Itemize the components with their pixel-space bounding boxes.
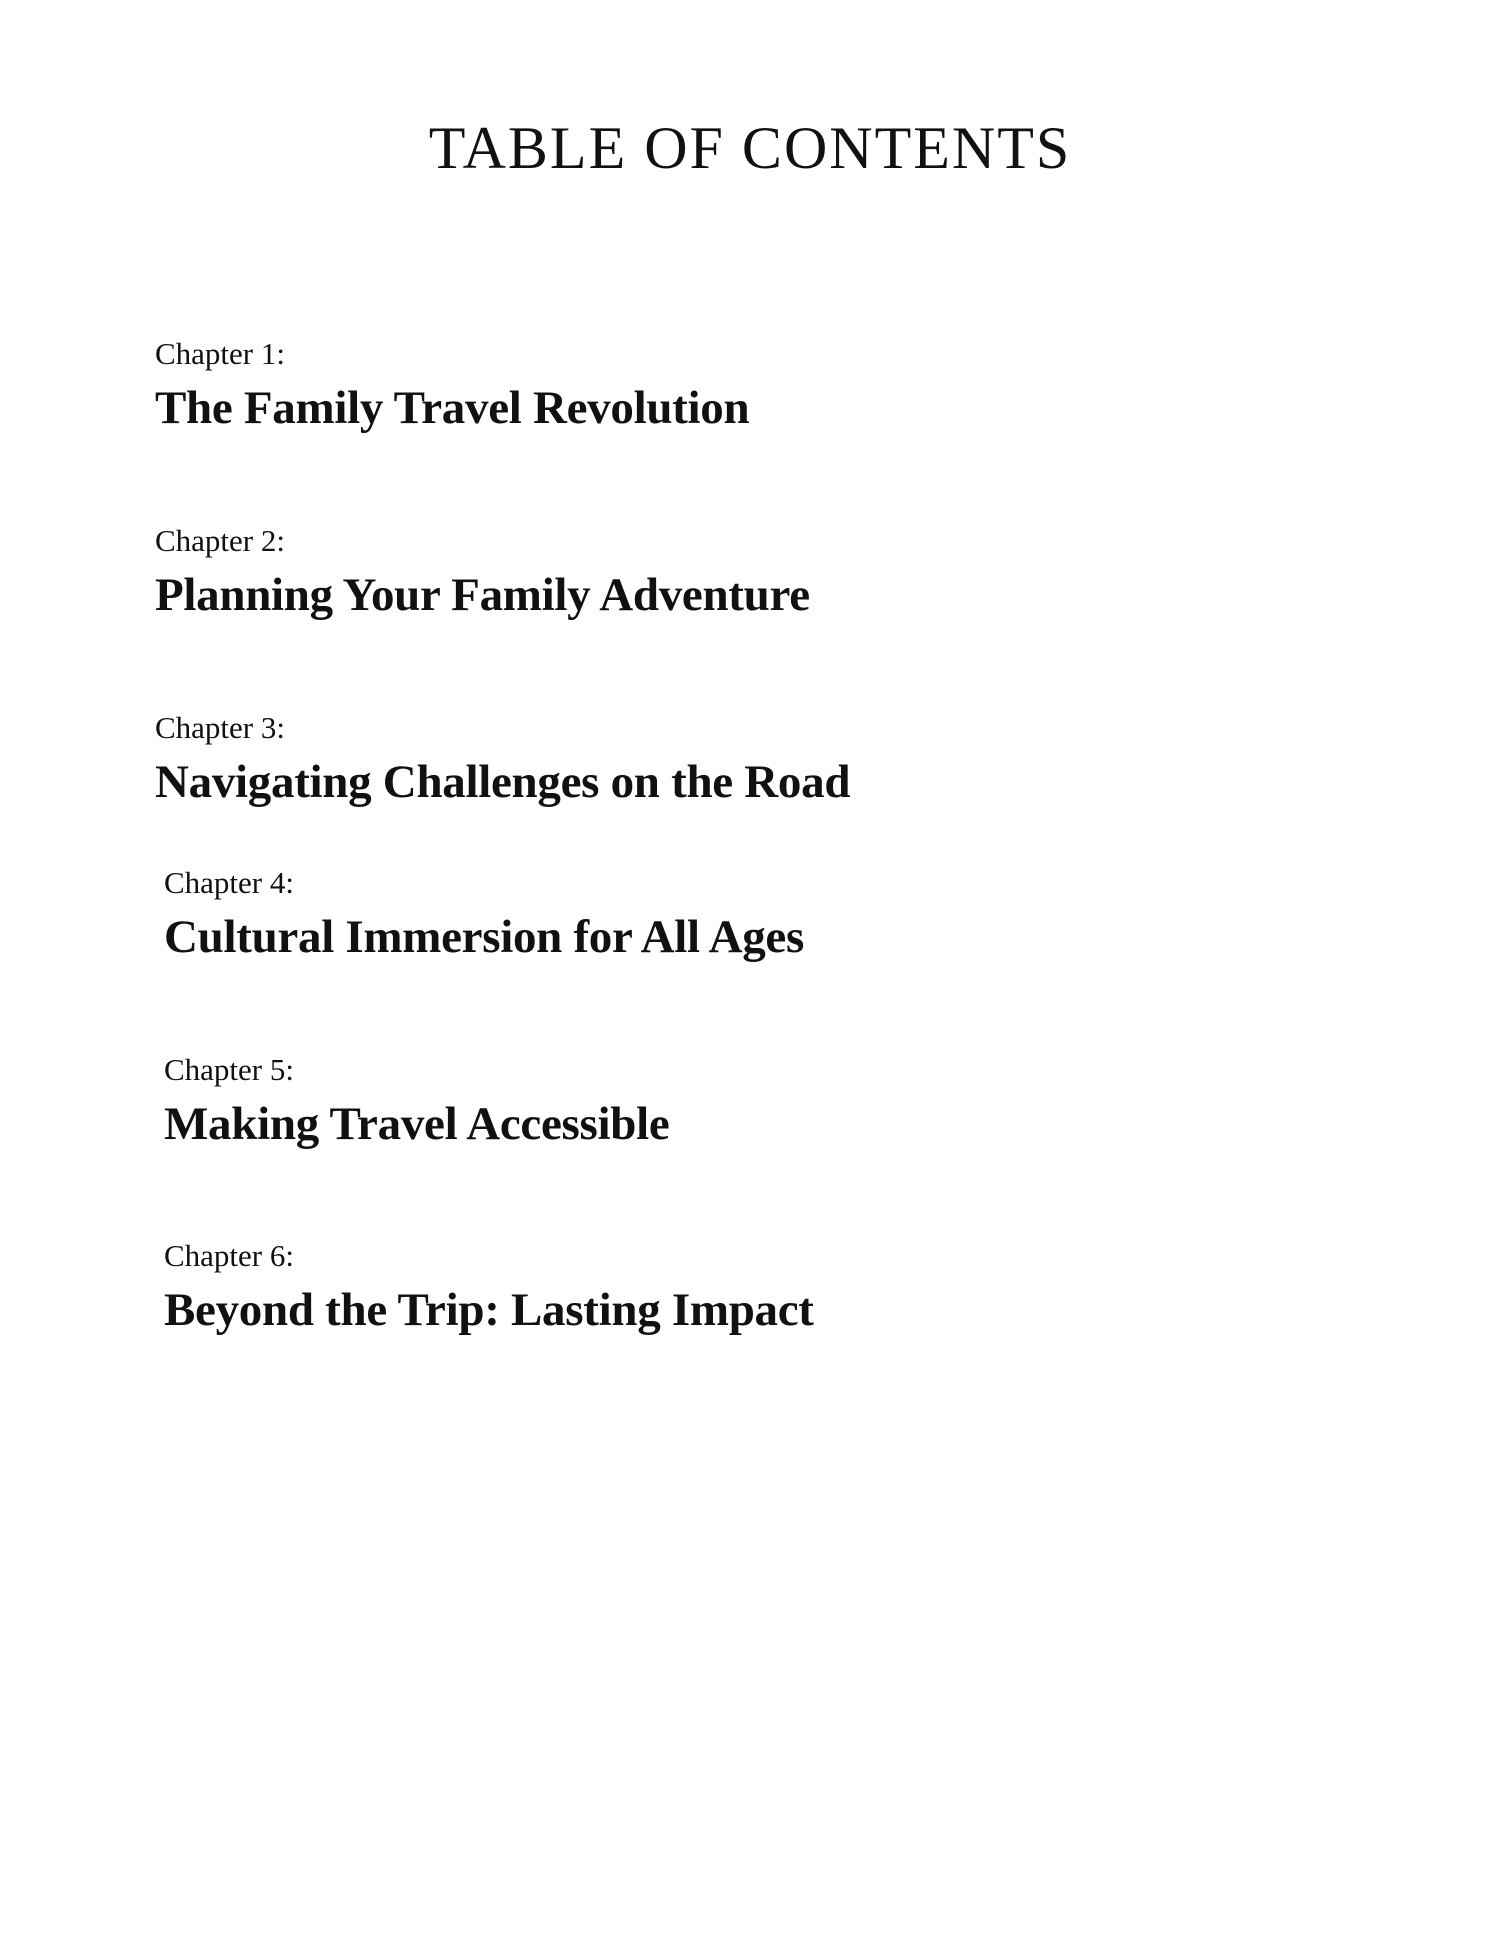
chapter-label: Chapter 5:	[164, 1052, 294, 1087]
chapter-label: Chapter 6:	[164, 1238, 294, 1273]
chapter-title[interactable]: Beyond the Trip: Lasting Impact	[164, 1284, 814, 1336]
toc-entry-chapter-6[interactable]	[164, 1240, 814, 1334]
chapter-label: Chapter 2:	[155, 523, 285, 558]
chapter-title[interactable]: Cultural Immersion for All Ages	[164, 911, 804, 963]
chapter-label: Chapter 4:	[164, 865, 294, 900]
page-title: TABLE OF CONTENTS	[428, 115, 1072, 181]
toc-entry-chapter-1[interactable]	[155, 338, 749, 432]
chapter-title[interactable]: Making Travel Accessible	[164, 1098, 670, 1150]
toc-entry-chapter-5[interactable]	[164, 1054, 669, 1148]
toc-entry-chapter-3[interactable]	[155, 712, 850, 806]
chapter-title[interactable]: Navigating Challenges on the Road	[155, 756, 851, 808]
chapter-title[interactable]: The Family Travel Revolution	[155, 382, 750, 434]
chapter-label: Chapter 3:	[155, 710, 285, 745]
toc-entry-chapter-2[interactable]	[155, 525, 810, 619]
chapter-title[interactable]: Planning Your Family Adventure	[155, 569, 810, 621]
chapter-label: Chapter 1:	[155, 336, 285, 371]
toc-entry-chapter-4[interactable]	[164, 867, 804, 961]
